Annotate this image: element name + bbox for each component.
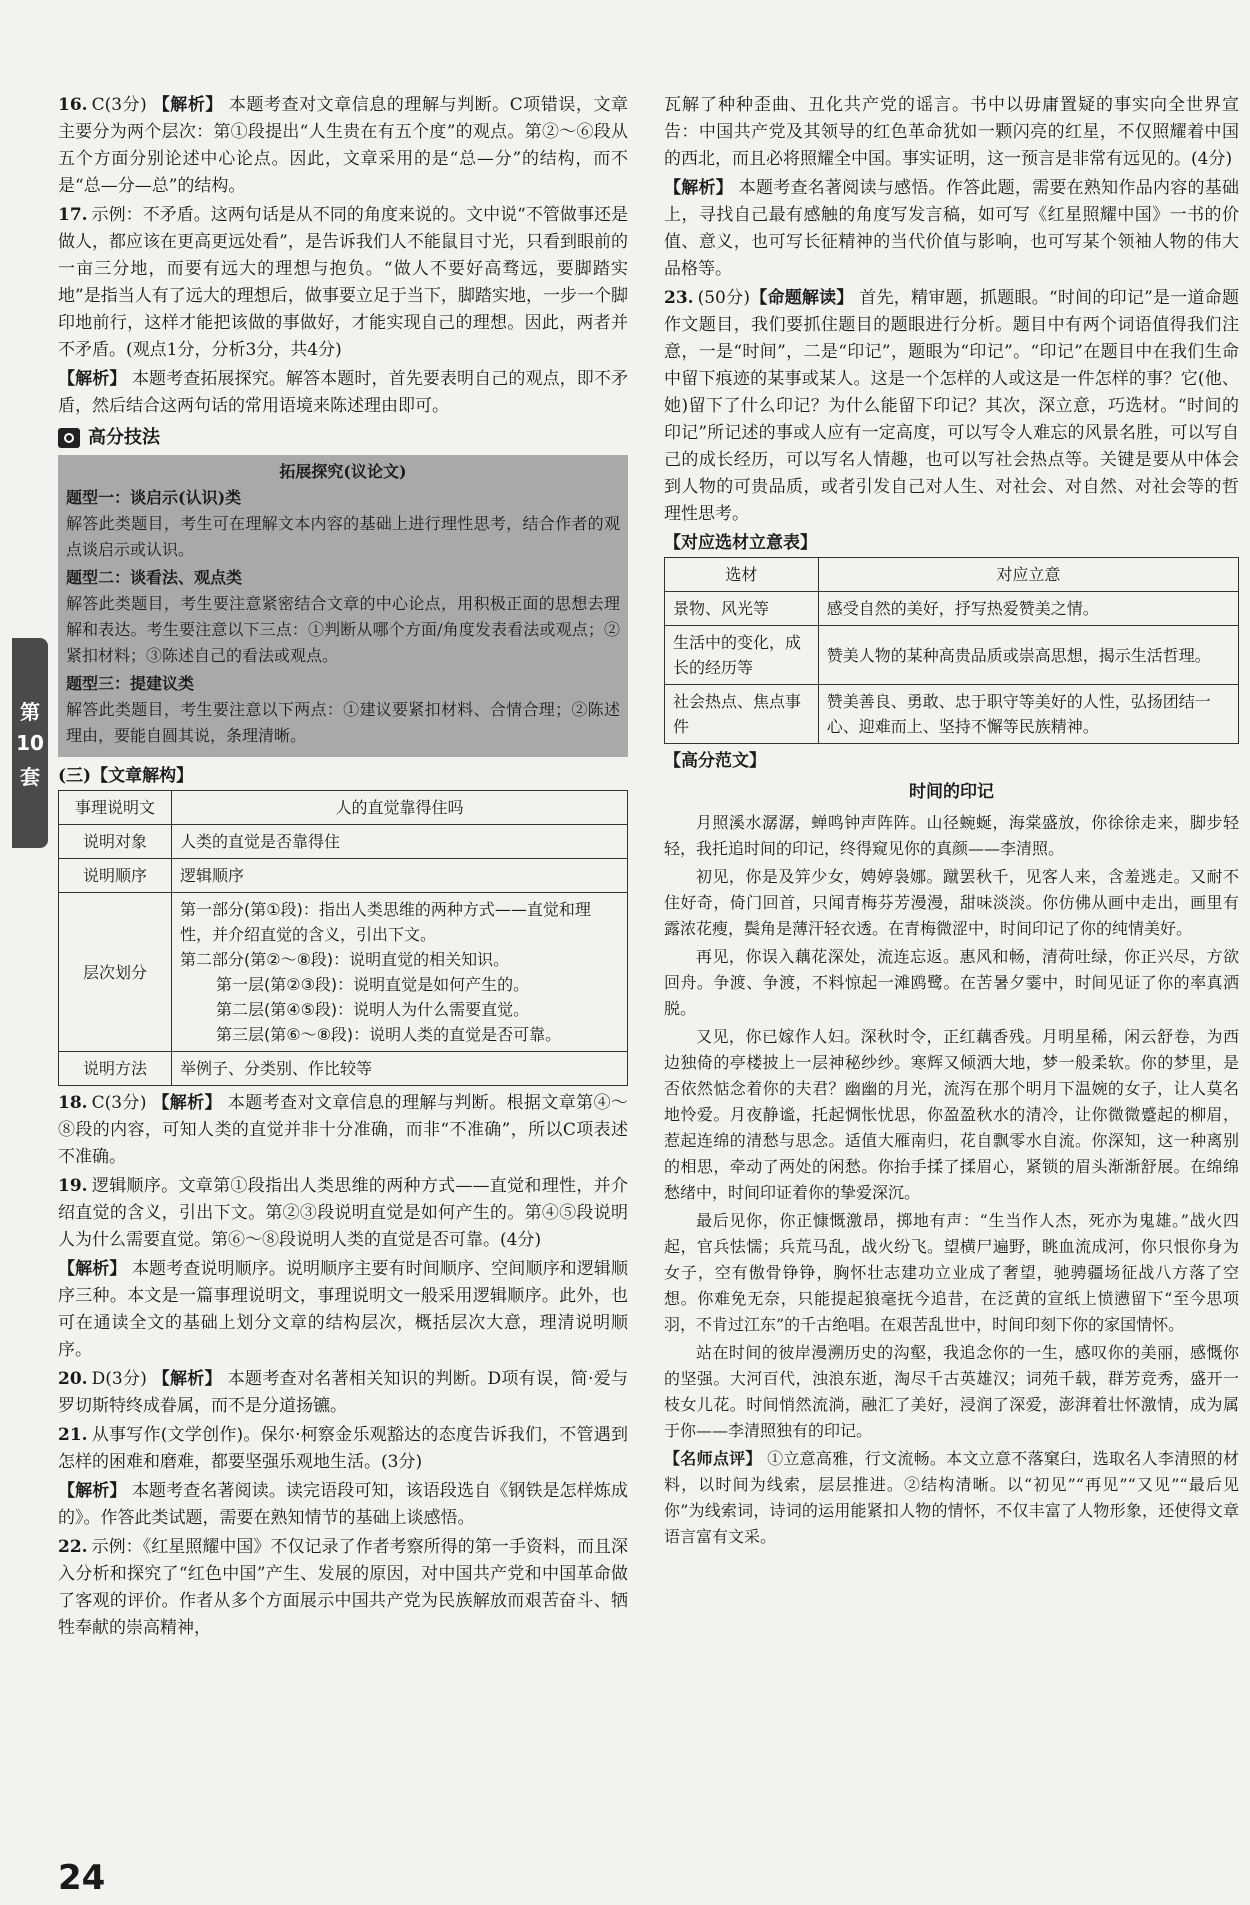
tip-type-title: 题型三：提建议类 [66,674,195,693]
question-number: 16. [58,95,88,115]
answer-17: 17. 示例：不矛盾。这两句话是从不同的角度来说的。文中说“不管做事还是做人，都应该在更高更远处看”，是告诉我们人不能鼠目寸光，只看到眼前的一亩三分地，而要有远大的理想与抱负。“做人不要好高骛远，要脚踏实地”是指当人有了远大的理想后，做事要立足于当下，脚踏实地，一步一个脚印地前行，这样才能把该做的事做好，才能实现自己的理想。因此，两者并不矛盾。(观点1分，分析3分，共4分) [58,205,628,360]
tip-type-text: 解答此类题目，考生要注意以下两点：①建议要紧扣材料、合情合理；②陈述理由，要能自圆其说，条理清晰。 [66,700,620,745]
question-number: 23. [664,288,694,308]
tip-type-text: 解答此类题目，考生可在理解文本内容的基础上进行理性思考，结合作者的观点谈启示或认识。 [66,514,620,559]
essay-paragraph: 站在时间的彼岸漫溯历史的沟壑，我追念你的一生，感叹你的美丽，感慨你的坚强。大河百代，浊浪东逝，淘尽千古英雄汉；词苑千载，群芳竞秀，盛开一枝女儿花。时间悄然流淌，融汇了美好，浸润了深爱，澎湃着壮怀激情，成为属于你——李清照独有的印记。 [664,1343,1239,1440]
structure-table [58,790,628,1086]
analysis-21: 【解析】 本题考查名著阅读。读完语段可知，该语段选自《钢铁是怎样炼成的》。作答此类试题，需要在熟知情节的基础上谈感悟。 [58,1481,629,1528]
tips-title: 拓展探究(议论文) [279,462,407,481]
answer-22-continued: 瓦解了种种歪曲、丑化共产党的谣言。书中以毋庸置疑的事实向全世界宣告：中国共产党及其领导的红色革命犹如一颗闪亮的红星，不仅照耀着中国的西北，而且必将照耀全中国。事实证明，这一预言是非常有远见的。(4分) [664,95,1239,169]
question-number: 21. [58,1425,88,1445]
analysis-19: 【解析】 本题考查说明顺序。说明顺序主要有时间顺序、空间顺序和逻辑顺序三种。本文是一篇事理说明文，事理说明文一般采用逻辑顺序。此外，也可在通读全文的基础上划分文章的结构层次，概括层次大意，理清说明顺序。 [58,1259,629,1360]
section-title: (三)【文章解构】 [58,766,194,786]
page-number: 24 [58,1858,106,1898]
essay-paragraph: 最后见你，你正慷慨激昂，掷地有声：“生当作人杰，死亦为鬼雄。”战火四起，官兵怯懦；兵荒马乱，战火纷飞。望横尸遍野，眺血流成河，你只恨你身为女子，空有傲骨铮铮，胸怀壮志建功立业成了奢望，驰骋疆场征战八方落了空想。你难免无奈，只能提起狼毫抚今追昔，在泛黄的宣纸上愤懑留下“至今思项羽，不肯过江东”的千古绝唱。在艰苦乱世中，时间印刻下你的家国情怀。 [664,1211,1239,1334]
analysis-17: 【解析】 本题考查拓展探究。解答本题时，首先要表明自己的观点，即不矛盾，然后结合这两句话的常用语境来陈述理由即可。 [58,369,629,416]
table-row: 说明顺序 逻辑顺序 [59,859,628,893]
section-title: 【高分范文】 [664,751,766,771]
answer-18: 18. C(3分) 【解析】 本题考查对文章信息的理解与判断。根据文章第④～⑧段的内容，可知人类的直觉并非十分准确，而非“不准确”，所以C项表述不准确。 [58,1093,629,1167]
question-number: 19. [58,1176,88,1196]
chapter-tab [12,638,48,848]
table-row: 事理说明文 人的直觉靠得住吗 [59,791,628,825]
essay-paragraph: 初见，你是及笄少女，娉婷袅娜。蹴罢秋千，见客人来，含羞逃走。又耐不住好奇，倚门回首，只闻青梅芬芳漫漫，甜味淡淡。你仿佛从画中走出，画里有露浓花瘦，鬓角是薄汗轻衣透。在青梅微涩中，时间印记了你的纯情美好。 [664,867,1239,938]
answer-22: 22. 示例：《红星照耀中国》不仅记录了作者考察所得的第一手资料，而且深入分析和探究了“红色中国”产生、发展的原因，对中国共产党和中国革命做了客观的评价。作者从多个方面展示中国共产党为民族解放而艰苦奋斗、牺牲奉献的崇高精神， [58,1537,628,1638]
essay-paragraph: 又见，你已嫁作人妇。深秋时令，正红藕香残。月明星稀，闲云舒卷，为西边独倚的亭楼披上一层神秘纱纱。寒辉又倾洒大地，梦一般柔软。你的梦里，是否依然惦念着你的夫君？幽幽的月光，流泻在那个明月下温婉的女子，让人莫名地怜爱。月夜静谧，托起惆怅忧思，你盈盈秋水的清冷，让你微微蹙起的柳眉，惹起连绵的清愁与思念。适值大雁南归，花自飘零水自流。你深知，这一种离别的相思，牵动了两处的闲愁。你抬手揉了揉眉心，紧锁的眉头渐渐舒展。在绵绵愁绪中，时间印证着你的挚爱深沉。 [664,1027,1239,1202]
answer-16: 16. C(3分) 【解析】 本题考查对文章信息的理解与判断。C项错误，文章主要分为两个层次：第①段提出“人生贵在有五个度”的观点。第②～⑥段从五个方面分别论述中心论点。因此，文章采用的是“总—分”的结构，而不是“总—分—总”的结构。 [58,95,629,196]
table-row: 景物、风光等 感受自然的美好，抒写热爱赞美之情。 [665,592,1239,626]
essay-paragraph: 再见，你误入藕花深处，流连忘返。惠风和畅，清荷吐绿，你正兴尽，方欲回舟。争渡、争渡，不料惊起一滩鸥鹭。在苦暑夕霎中，时间见证了你的率真洒脱。 [664,947,1239,1018]
tab-char: 套 [20,765,40,789]
magnifier-icon [58,428,80,448]
essay-paragraph: 月照溪水潺潺，蝉鸣钟声阵阵。山径蜿蜒，海棠盛放，你徐徐走来，脚步轻轻，我托追时间的印记，终得窥见你的真颜——李清照。 [664,813,1239,858]
section-title: 【对应选材立意表】 [664,533,817,553]
left-column [58,92,628,1644]
question-number: 18. [58,1093,88,1113]
tab-char: 10 [16,731,44,755]
table-row: 说明对象 人类的直觉是否靠得住 [59,825,628,859]
table-row: 社会热点、焦点事件 赞美善良、勇敢、忠于职守等美好的人性，弘扬团结一心、迎难而上、坚持不懈等民族精神。 [665,685,1239,744]
table-header-row: 选材 对应立意 [665,558,1239,592]
tab-char: 第 [20,700,40,724]
table-row: 生活中的变化，成长的经历等 赞美人物的某种高贵品质或崇高思想，揭示生活哲理。 [665,626,1239,685]
table-row: 层次划分 第一部分(第①段)：指出人类思维的两种方式——直觉和理性，并介绍直觉的含义，引出下文。 第二部分(第②～⑧段)：说明直觉的相关知识。 第一层(第②③段)：说明直觉是如何产生的。 第二层(第④⑤段)：说明人为什么需要直觉。 第三层(第⑥～⑧段)：说明人类的直觉是否可靠。 [59,893,628,1052]
question-number: 17. [58,205,88,225]
answer-21: 21. 从事写作(文学创作)。保尔·柯察金乐观豁达的态度告诉我们，不管遇到怎样的困难和磨难，都要坚强乐观地生活。(3分) [58,1425,628,1472]
answer-20: 20. D(3分) 【解析】 本题考查对名著相关知识的判断。D项有误，简·爱与罗切斯特终成眷属，而不是分道扬镳。 [58,1369,629,1416]
table-row: 说明方法 举例子、分类别、作比较等 [59,1052,628,1086]
material-table [664,557,1239,744]
question-number: 22. [58,1537,88,1557]
question-number: 20. [58,1369,88,1389]
essay-body [664,810,1239,1444]
teacher-comment: 【名师点评】 ①立意高雅，行文流畅。本文立意不落窠臼，选取名人李清照的材料，以时间为线索，层层推进。②结构清晰。以“初见”“再见”“又见”“最后见你”为线索词，诗词的运用能紧扣人物的情怀，不仅丰富了人物形象，还使得文章语言富有文采。 [664,1449,1239,1546]
analysis-22: 【解析】 本题考查名著阅读与感悟。作答此题，需要在熟知作品内容的基础上，寻找自己最有感触的角度写发言稿，如可写《红星照耀中国》一书的价值、意义，也可写长征精神的当代价值与影响，也可写某个领袖人物的伟大品格等。 [664,178,1240,279]
answer-19: 19. 逻辑顺序。文章第①段指出人类思维的两种方式——直觉和理性，并介绍直觉的含义，引出下文。第②③段说明直觉是如何产生的。第④⑤段说明人为什么需要直觉。第⑥～⑧段说明人类的直觉是否可靠。(4分) [58,1176,628,1250]
essay-title: 时间的印记 [909,782,994,802]
answer-23: 23. (50分)【命题解读】 首先，精审题，抓题眼。“时间的印记”是一道命题作文题目，我们要抓住题目的题眼进行分析。题目中有两个词语值得我们注意，一是“时间”，二是“印记”，题眼为“印记”。“印记”在题目中在我们生命中留下痕迹的某事或某人。这是一个怎样的人或这是一件怎样的事？它(他、她)留下了什么印记？为什么能留下印记？其次，深立意，巧选材。“时间的印记”所记述的事或人应有一定高度，可以写令人难忘的风景名胜，可以写自己的成长经历，可以写名人情趣，也可以写社会热点等。关键是要从中体会到人物的可贵品质，或者引发自己对人生、对社会、对自然、对社会等的哲理性思考。 [664,288,1240,524]
tips-header: 高分技法 [58,424,628,451]
tip-type-title: 题型一：谈启示(认识)类 [66,488,242,507]
tip-type-title: 题型二：谈看法、观点类 [66,568,243,587]
right-column [664,92,1239,1552]
tip-type-text: 解答此类题目，考生要注意紧密结合文章的中心论点，用积极正面的思想去理解和表达。考生要注意以下三点：①判断从哪个方面/角度发表看法或观点；②紧扣材料；③陈述自己的看法或观点。 [66,594,620,665]
tips-box [58,455,628,757]
